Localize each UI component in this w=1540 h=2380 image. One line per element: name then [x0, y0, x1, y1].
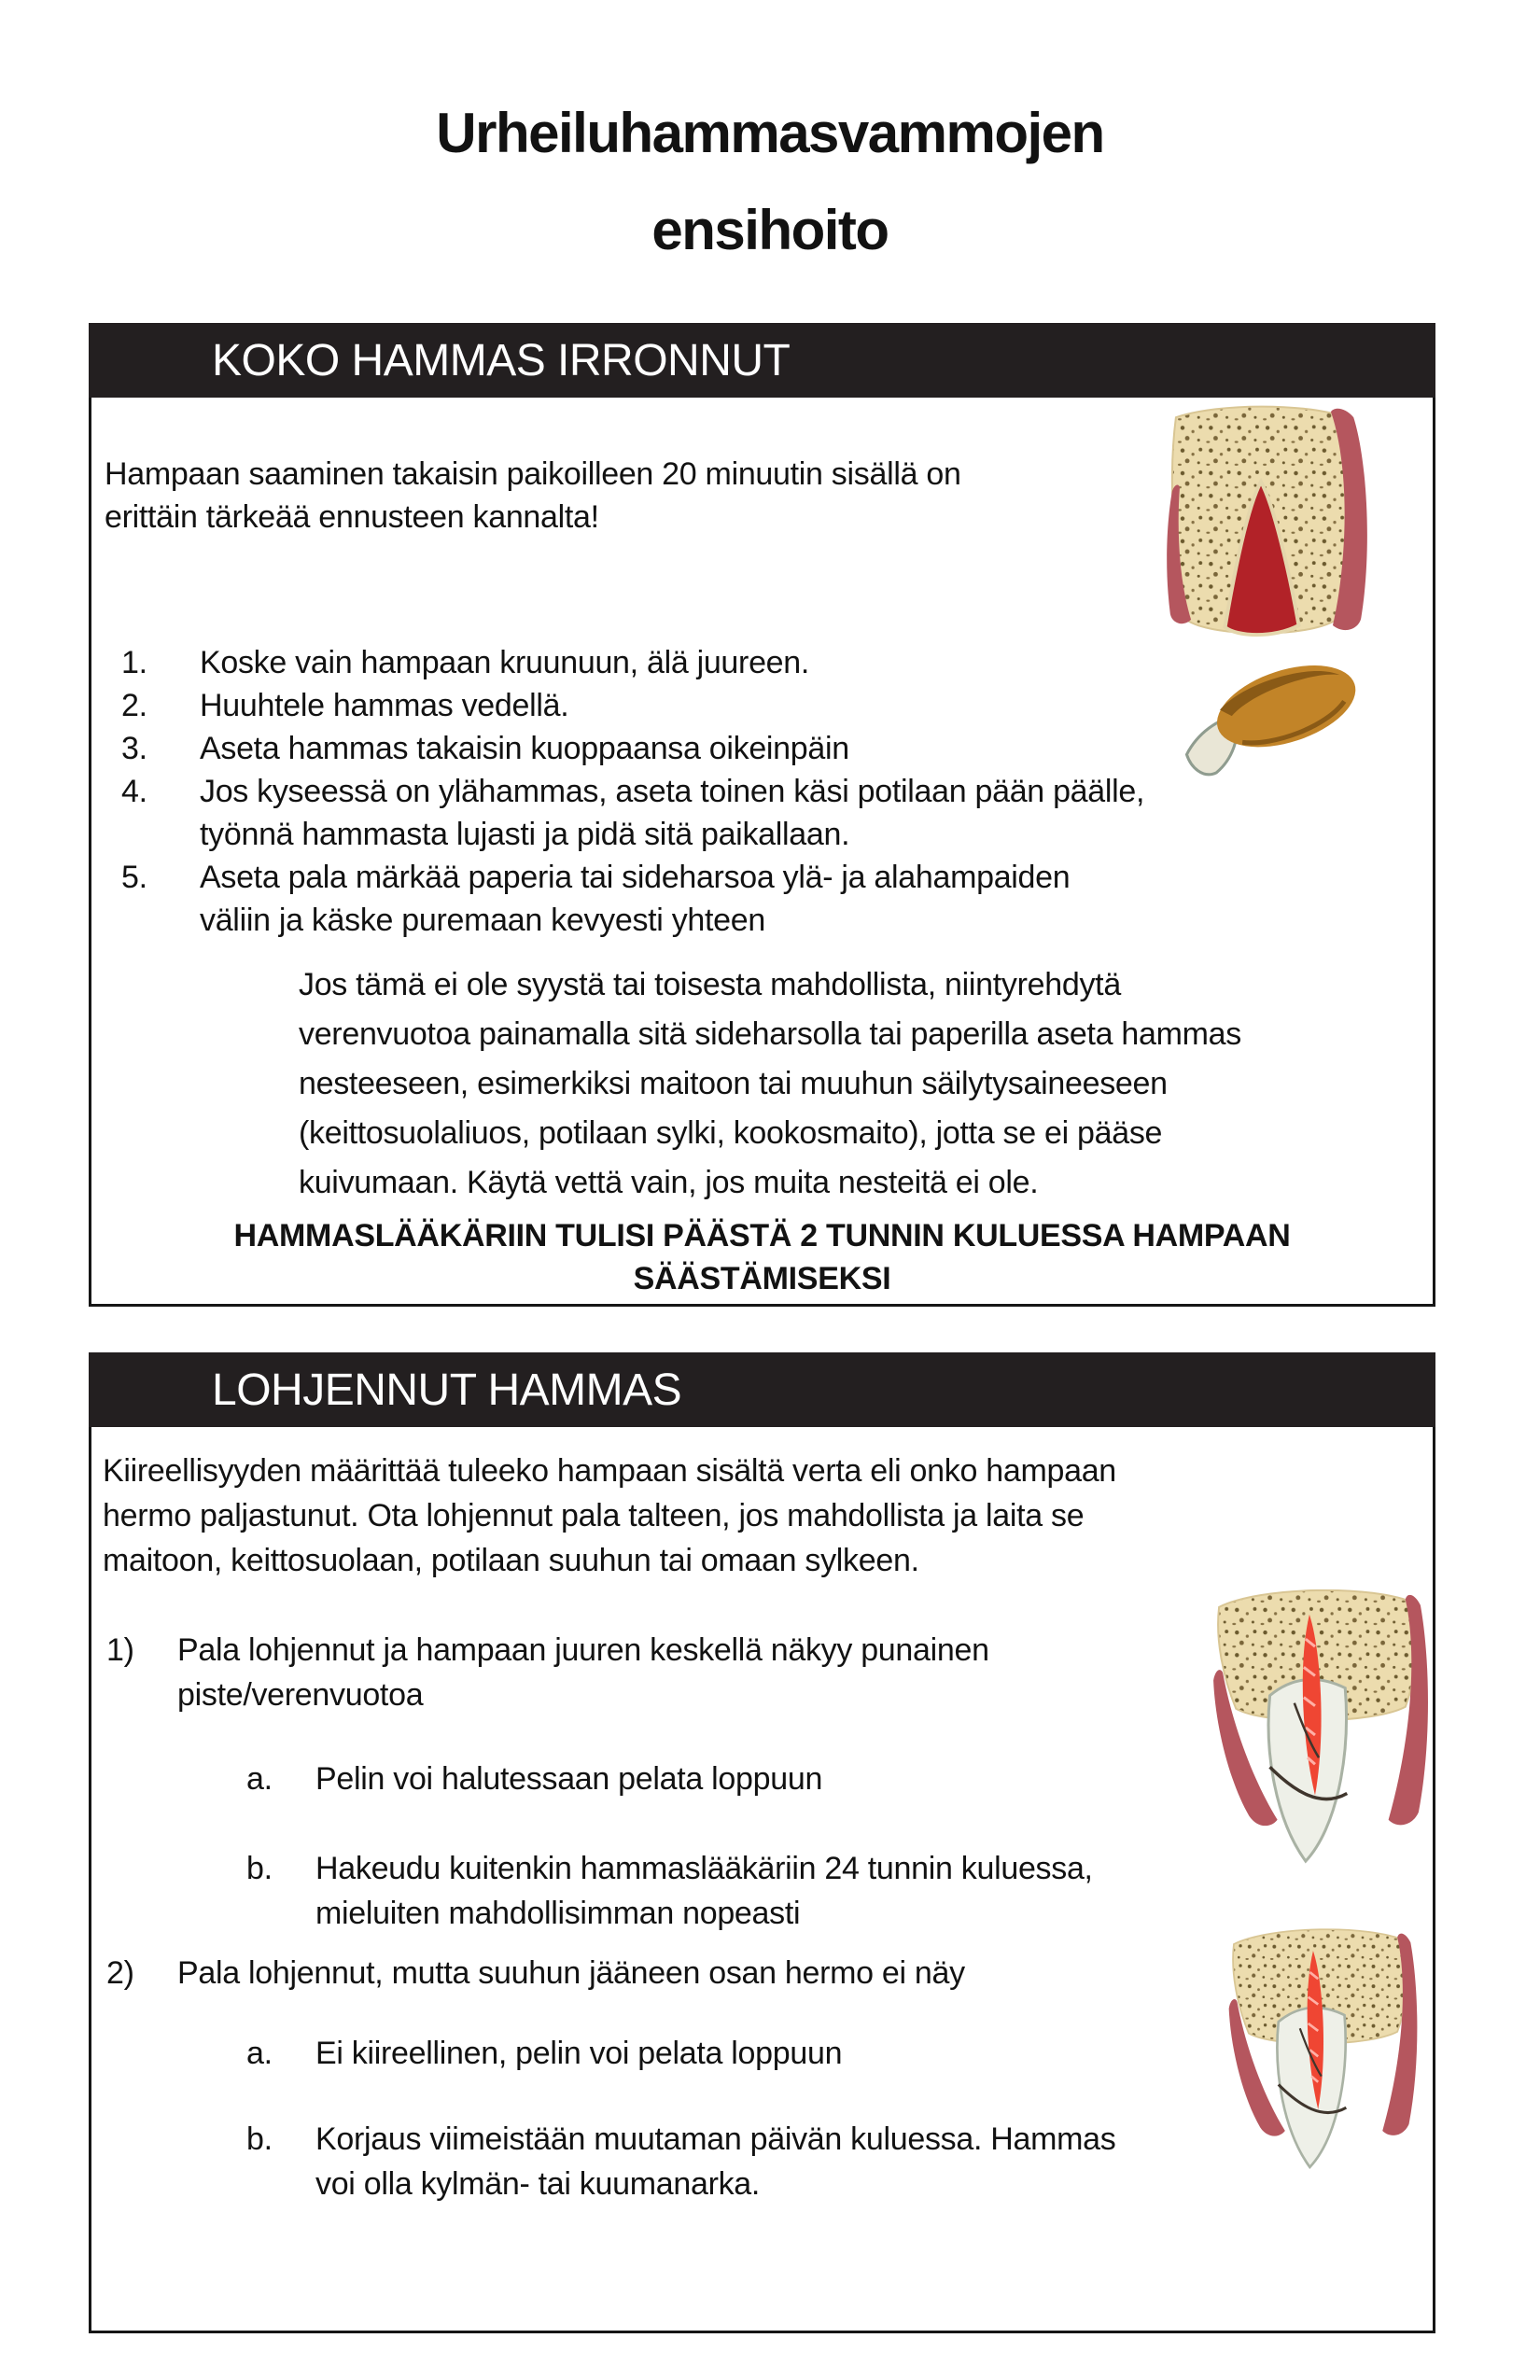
note-line: Jos tämä ei ole syystä tai toisesta mahdollista, niintyrehdytä — [299, 967, 1121, 1002]
list-item — [121, 856, 1070, 942]
section-lohjennut-hammas — [89, 1352, 1435, 2333]
list-item-line: väliin ja käske puremaan kevyesti yhteen — [200, 903, 765, 938]
case-text — [177, 1628, 989, 1717]
list-item-number: 3. — [121, 731, 147, 766]
note-line: nesteeseen, esimerkiksi maitoon tai muuhun säilytysaineeseen — [299, 1066, 1168, 1101]
fractured-tooth-illustration-2 — [1213, 1923, 1426, 2195]
section2-intro — [103, 1449, 1116, 1583]
sub-item-letter: a. — [246, 2036, 273, 2071]
intro-line: erittäin tärkeää ennusteen kannalta! — [105, 499, 599, 535]
sub-item — [246, 1846, 1093, 1936]
sub-item-text — [315, 2117, 1115, 2206]
case-number: 2) — [106, 1955, 134, 1991]
list-item-number: 1. — [121, 645, 147, 680]
intro-line: maitoon, keittosuolaan, potilaan suuhun tai omaan sylkeen. — [103, 1543, 919, 1578]
avulsed-tooth — [1171, 650, 1368, 778]
list-item — [121, 770, 1144, 856]
section2-header-bar — [89, 1352, 1435, 1427]
storage-note — [299, 960, 1241, 1208]
sub-item — [246, 2117, 1115, 2206]
page-title-line2: ensihoito — [651, 199, 889, 261]
section2-title: LOHJENNUT HAMMAS — [212, 1365, 682, 1415]
sub-item — [246, 1757, 822, 1801]
tooth-socket-and-avulsed-tooth-illustration — [1118, 400, 1398, 778]
case-number: 1) — [106, 1632, 134, 1668]
sub-item-line: Hakeudu kuitenkin hammaslääkäriin 24 tunnin kuluessa, — [315, 1851, 1093, 1886]
case-text: Pala lohjennut, mutta suuhun jääneen osan hermo ei näy — [177, 1955, 965, 1991]
list-item — [121, 727, 849, 770]
sub-item-letter: b. — [246, 2121, 273, 2157]
intro-line: hermo paljastunut. Ota lohjennut pala talteen, jos mahdollista ja laita se — [103, 1498, 1085, 1533]
section-koko-hammas-irronnut — [89, 323, 1435, 1307]
section1-title: KOKO HAMMAS IRRONNUT — [212, 335, 791, 385]
sub-item-line: voi olla kylmän- tai kuumanarka. — [315, 2166, 761, 2202]
list-item-text: Koske vain hampaan kruunuun, älä juureen. — [200, 645, 810, 680]
case-item — [106, 1951, 965, 1995]
list-item-line: Jos kyseessä on ylähammas, aseta toinen käsi potilaan pään päälle, — [200, 774, 1145, 809]
list-item — [121, 641, 809, 684]
sub-item — [246, 2031, 842, 2076]
list-item-text: Huuhtele hammas vedellä. — [200, 688, 569, 723]
sub-item-letter: a. — [246, 1761, 273, 1797]
page-title-line1: Urheiluhammasvammojen — [436, 102, 1104, 164]
case-line: Pala lohjennut ja hampaan juuren keskellä näkyy punainen — [177, 1632, 989, 1668]
sub-item-letter: b. — [246, 1851, 273, 1886]
list-item-text — [200, 770, 1144, 856]
intro-line: Kiireellisyyden määrittää tuleeko hampaan sisältä verta eli onko hampaan — [103, 1453, 1116, 1489]
sub-item-text: Pelin voi halutessaan pelata loppuun — [315, 1761, 823, 1797]
note-line: verenvuotoa painamalla sitä sideharsolla tai paperilla aseta hammas — [299, 1016, 1241, 1052]
list-item-text — [200, 856, 1070, 942]
section1-intro — [105, 453, 961, 539]
case-line: piste/verenvuotoa — [177, 1677, 424, 1713]
fractured-tooth-illustration-1 — [1204, 1575, 1430, 1900]
note-line: (keittosuolaliuos, potilaan sylki, kookosmaito), jotta se ei pääse — [299, 1115, 1163, 1151]
list-item — [121, 684, 568, 727]
dentist-warning — [91, 1214, 1433, 1300]
intro-line: Hampaan saaminen takaisin paikoilleen 20 minuutin sisällä on — [105, 456, 961, 492]
list-item-number: 4. — [121, 774, 147, 809]
sub-item-line: Korjaus viimeistään muutaman päivän kuluessa. Hammas — [315, 2121, 1116, 2157]
case-item — [106, 1628, 989, 1717]
note-line: kuivumaan. Käytä vettä vain, jos muita nesteitä ei ole. — [299, 1165, 1039, 1200]
warning-line: SÄÄSTÄMISEKSI — [633, 1261, 891, 1296]
sub-item-text — [315, 1846, 1093, 1936]
list-item-number: 5. — [121, 860, 147, 895]
list-item-text: Aseta hammas takaisin kuoppaansa oikeinpäin — [200, 731, 849, 766]
sub-item-text: Ei kiireellinen, pelin voi pelata loppuun — [315, 2036, 843, 2071]
warning-line: HAMMASLÄÄKÄRIIN TULISI PÄÄSTÄ 2 TUNNIN KULUESSA HAMPAAN — [233, 1218, 1291, 1253]
section1-header-bar — [89, 323, 1435, 398]
list-item-number: 2. — [121, 688, 147, 723]
list-item-line: työnnä hammasta lujasti ja pidä sitä paikallaan. — [200, 817, 850, 852]
sub-item-line: mieluiten mahdollisimman nopeasti — [315, 1896, 801, 1931]
list-item-line: Aseta pala märkää paperia tai sideharsoa ylä- ja alahampaiden — [200, 860, 1071, 895]
